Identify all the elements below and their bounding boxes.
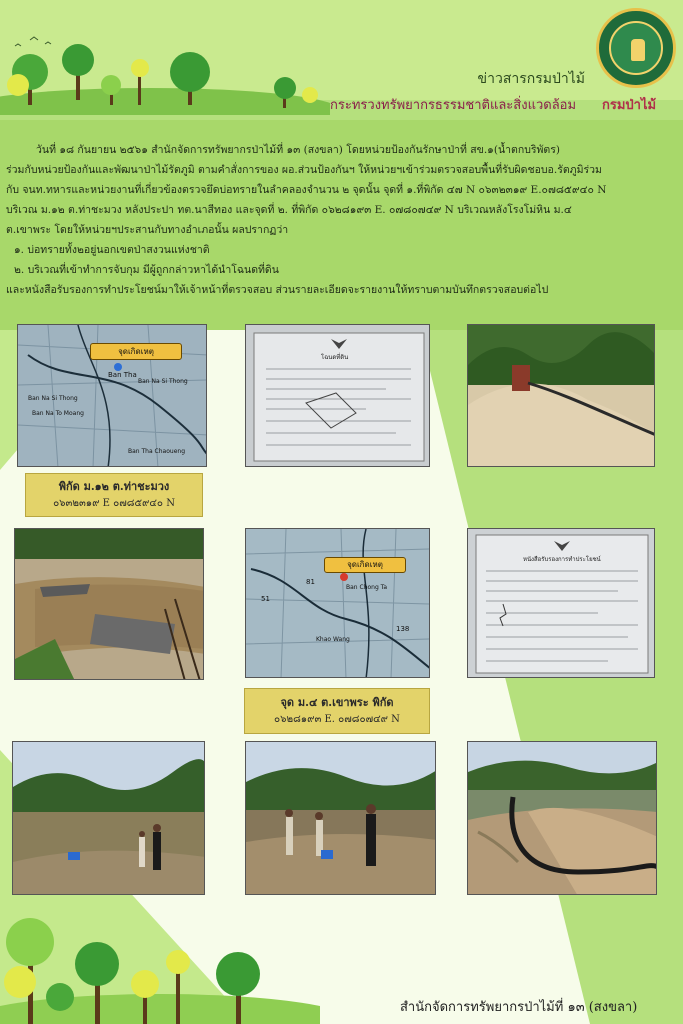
- location-caption-2: [244, 688, 430, 734]
- map-number-label: 138: [396, 625, 410, 633]
- map-place-label: Ban Na Si Thong: [28, 395, 78, 402]
- location-caption-1: [25, 473, 203, 517]
- map-place-label: Ban Tha: [108, 371, 137, 379]
- map-place-label: Ban Chong Ta: [346, 584, 388, 591]
- map-place-label: Ban Tha Chaoueng: [128, 448, 185, 455]
- land-certificate-document: [467, 528, 655, 678]
- sand-pit-pipe-photo: [467, 741, 657, 895]
- finding-item-2: ๒. บริเวณที่เข้าทำการจับกุม มีผู้ถูกกล่าวหาได้นำโฉนดที่ดิน: [14, 264, 279, 276]
- map-place-label: Ban Na Si Thong: [138, 378, 188, 385]
- body-line: วันที่ ๑๘ กันยายน ๒๕๖๑ สำนักจัดการทรัพยากรป่าไม้ที่ ๑๓ (สงขลา) โดยหน่วยป้องกันรักษาป่าที่ สข.๑(น้ำตกบริพัตร): [36, 144, 560, 156]
- document-title: โฉนดที่ดิน: [321, 354, 349, 361]
- caption-line: ๐๖๓๒๓๑๙ E ๐๗๘๕๙๔๐ N: [53, 498, 175, 509]
- map-place-label: Khao Wang: [316, 636, 350, 643]
- map-number-label: 81: [306, 578, 315, 586]
- body-line: ร่วมกับหน่วยป้องกันและพัฒนาป่าไม้รัตภูมิ ตามคำสั่งการของ ผอ.ส่วนป้องกันฯ ให้หน่วยฯเข้าร่วมตรวจสอบพื้นที่รับผิดชอบอ.รัตภูมิร่วม: [6, 164, 602, 176]
- incident-point-label: จุดเกิดเหตุ: [324, 557, 406, 573]
- royal-forest-department-logo: [596, 8, 676, 88]
- body-line: และหนังสือรับรองการทำประโยชน์มาให้เจ้าหน้าที่ตรวจสอบ ส่วนรายละเอียดจะรายงานให้ทราบตามบันทึกตรวจสอบต่อไป: [6, 284, 549, 296]
- map-photo-1: [17, 324, 207, 467]
- finding-item-1: ๑. บ่อทรายทั้ง๒อยู่นอกเขตป่าสงวนแห่งชาติ: [14, 244, 210, 256]
- land-title-document-1: [245, 324, 430, 467]
- map-place-label: Ban Na To Moang: [32, 410, 84, 417]
- header-trees-decoration: [0, 30, 330, 115]
- news-title: ข่าวสารกรมป่าไม้: [477, 71, 585, 87]
- ministry-name: กระทรวงทรัพยากรธรรมชาติและสิ่งแวดล้อม: [330, 98, 577, 113]
- news-body: [6, 140, 678, 300]
- caption-line: พิกัด ม.๑๒ ต.ท่าชะมวง: [58, 480, 170, 493]
- document-title: หนังสือรับรองการทำประโยชน์: [523, 556, 601, 563]
- flooded-pit-photo: [14, 528, 204, 680]
- body-line: บริเวณ ม.๑๒ ต.ท่าชะมวง หลังประปา ทต.นาสีทอง และจุดที่ ๒. ที่พิกัด ๐๖๒๘๑๙๓ E. ๐๗๘๐๗๔๙ N บริเวณหลังโรงโม่หิน ม.๔: [6, 204, 572, 216]
- caption-line: ๐๖๒๘๑๙๓ E. ๐๗๘๐๗๔๙ N: [274, 714, 400, 725]
- department-name: กรมป่าไม้: [602, 98, 657, 113]
- map-photo-2: [245, 528, 430, 678]
- body-line: ต.เขาพระ โดยให้หน่วยฯประสานกับทางอำเภอนั้น ผลปรากฏว่า: [6, 224, 289, 236]
- body-line: กับ จนท.ทหารและหน่วยงานที่เกี่ยวข้องตรวจยึดบ่อทรายในลำคลองจำนวน ๒ จุดนั้น จุดที่ ๑.ที่พิกัด ๔๗ N ๐๖๓๒๓๑๙ E.๐๗๘๕๙๔๐ N: [6, 184, 607, 196]
- inspection-team-photo-1: [12, 741, 205, 895]
- caption-line: จุด ม.๔ ต.เขาพระ พิกัด: [280, 696, 394, 709]
- incident-point-label: จุดเกิดเหตุ: [90, 343, 182, 360]
- sand-pit-photo-1: [467, 324, 655, 467]
- map-number-label: 51: [261, 595, 270, 603]
- footer-trees-decoration: [0, 892, 320, 1024]
- inspection-team-photo-2: [245, 741, 436, 895]
- footer-office-name: สำนักจัดการทรัพยากรป่าไม้ที่ ๑๓ (สงขลา): [400, 1000, 638, 1015]
